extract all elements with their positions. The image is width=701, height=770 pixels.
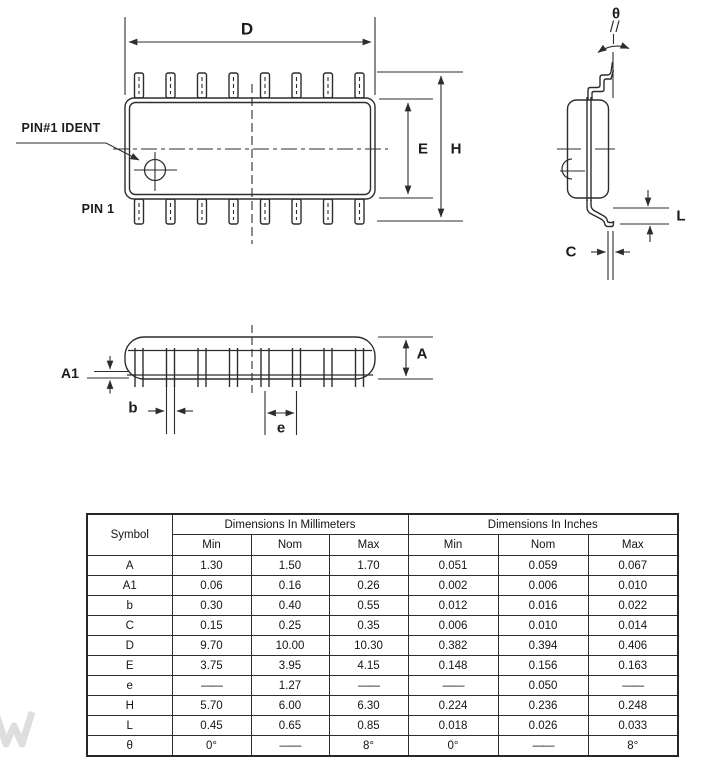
front-leads xyxy=(135,348,364,387)
cell: 8° xyxy=(588,736,678,757)
watermark xyxy=(0,712,32,744)
cell: 0.248 xyxy=(588,696,678,716)
cell: —— xyxy=(588,676,678,696)
cell: 0.018 xyxy=(408,716,498,736)
header-in-min: Min xyxy=(408,535,498,556)
cell: 0.16 xyxy=(251,576,329,596)
cell: 0.059 xyxy=(498,556,588,576)
cell: 0.051 xyxy=(408,556,498,576)
cell: 0.026 xyxy=(498,716,588,736)
cell: 0.406 xyxy=(588,636,678,656)
cell: 0.15 xyxy=(172,616,251,636)
cell: 0.224 xyxy=(408,696,498,716)
cell: 0.45 xyxy=(172,716,251,736)
cell: 0.010 xyxy=(588,576,678,596)
cell: 0.55 xyxy=(329,596,408,616)
cell: 0.016 xyxy=(498,596,588,616)
label-pin1: PIN 1 xyxy=(81,201,115,216)
cell-symbol: H xyxy=(87,696,172,716)
cell: 0.010 xyxy=(498,616,588,636)
cell: 8° xyxy=(329,736,408,757)
cell: 0.382 xyxy=(408,636,498,656)
cell: 0.050 xyxy=(498,676,588,696)
table-group-header-row xyxy=(87,514,678,535)
cell: 0.033 xyxy=(588,716,678,736)
cell-symbol: L xyxy=(87,716,172,736)
cell: 9.70 xyxy=(172,636,251,656)
cell: 0.014 xyxy=(588,616,678,636)
header-mm-min: Min xyxy=(172,535,251,556)
dimension-L xyxy=(613,190,669,242)
front-view xyxy=(87,325,433,435)
table-row xyxy=(87,736,678,757)
table-row xyxy=(87,616,678,636)
cell: —— xyxy=(251,736,329,757)
table-subheader-row xyxy=(87,535,678,556)
dimension-b xyxy=(148,386,193,434)
cell-symbol: A xyxy=(87,556,172,576)
cell: 6.00 xyxy=(251,696,329,716)
header-in-max: Max xyxy=(588,535,678,556)
label-pin1-ident: PIN#1 IDENT xyxy=(21,120,101,135)
theta-angle-marks xyxy=(598,21,629,99)
label-A: A xyxy=(416,345,428,363)
front-body xyxy=(125,337,375,379)
cell-symbol: C xyxy=(87,616,172,636)
cell: 0.156 xyxy=(498,656,588,676)
header-mm-nom: Nom xyxy=(251,535,329,556)
table-row xyxy=(87,676,678,696)
cell: 1.30 xyxy=(172,556,251,576)
cell: 1.27 xyxy=(251,676,329,696)
label-b: b xyxy=(128,399,138,417)
cell: 0.65 xyxy=(251,716,329,736)
cell: 3.95 xyxy=(251,656,329,676)
cell: 0.26 xyxy=(329,576,408,596)
header-symbol: Symbol xyxy=(87,514,172,556)
cell: 3.75 xyxy=(172,656,251,676)
cell: 0.067 xyxy=(588,556,678,576)
table-row xyxy=(87,656,678,676)
cell: 0.006 xyxy=(408,616,498,636)
dimension-C xyxy=(591,231,630,280)
table-row xyxy=(87,556,678,576)
table-row xyxy=(87,636,678,656)
cell: 0.022 xyxy=(588,596,678,616)
header-mm-max: Max xyxy=(329,535,408,556)
label-D: D xyxy=(240,19,254,39)
cell: 5.70 xyxy=(172,696,251,716)
cell-symbol: A1 xyxy=(87,576,172,596)
side-view xyxy=(557,21,669,281)
cell: 0.012 xyxy=(408,596,498,616)
cell: 1.50 xyxy=(251,556,329,576)
label-H: H xyxy=(450,140,462,158)
dimensions-table xyxy=(86,513,679,757)
cell: —— xyxy=(329,676,408,696)
table-row xyxy=(87,696,678,716)
cell: 0° xyxy=(172,736,251,757)
cell: 0.40 xyxy=(251,596,329,616)
cell: 0.30 xyxy=(172,596,251,616)
label-C: C xyxy=(565,243,577,261)
cell: 0.85 xyxy=(329,716,408,736)
label-e: e xyxy=(276,419,286,437)
cell: 4.15 xyxy=(329,656,408,676)
cell: 0.25 xyxy=(251,616,329,636)
pin1-leader-arrow xyxy=(16,143,139,160)
cell: 10.30 xyxy=(329,636,408,656)
cell: 0° xyxy=(408,736,498,757)
cell-symbol: θ xyxy=(87,736,172,757)
dimension-A1 xyxy=(87,356,129,394)
cell: 0.148 xyxy=(408,656,498,676)
cell: 0.394 xyxy=(498,636,588,656)
cell: 0.002 xyxy=(408,576,498,596)
cell: 0.236 xyxy=(498,696,588,716)
cell-symbol: D xyxy=(87,636,172,656)
cell-symbol: b xyxy=(87,596,172,616)
cell: —— xyxy=(408,676,498,696)
table-row xyxy=(87,716,678,736)
label-L: L xyxy=(676,207,686,225)
table-row xyxy=(87,596,678,616)
cell: 10.00 xyxy=(251,636,329,656)
header-in-nom: Nom xyxy=(498,535,588,556)
cell: 0.06 xyxy=(172,576,251,596)
label-E: E xyxy=(417,140,429,158)
cell: 0.163 xyxy=(588,656,678,676)
cell-symbol: E xyxy=(87,656,172,676)
cell: 1.70 xyxy=(329,556,408,576)
header-in-group: Dimensions In Inches xyxy=(408,514,678,535)
cell-symbol: e xyxy=(87,676,172,696)
cell: 6.30 xyxy=(329,696,408,716)
table-row xyxy=(87,576,678,596)
cell: —— xyxy=(498,736,588,757)
cell: —— xyxy=(172,676,251,696)
cell: 0.35 xyxy=(329,616,408,636)
label-theta: θ xyxy=(611,5,621,23)
header-mm-group: Dimensions In Millimeters xyxy=(172,514,408,535)
cell: 0.006 xyxy=(498,576,588,596)
label-A1: A1 xyxy=(61,365,79,381)
